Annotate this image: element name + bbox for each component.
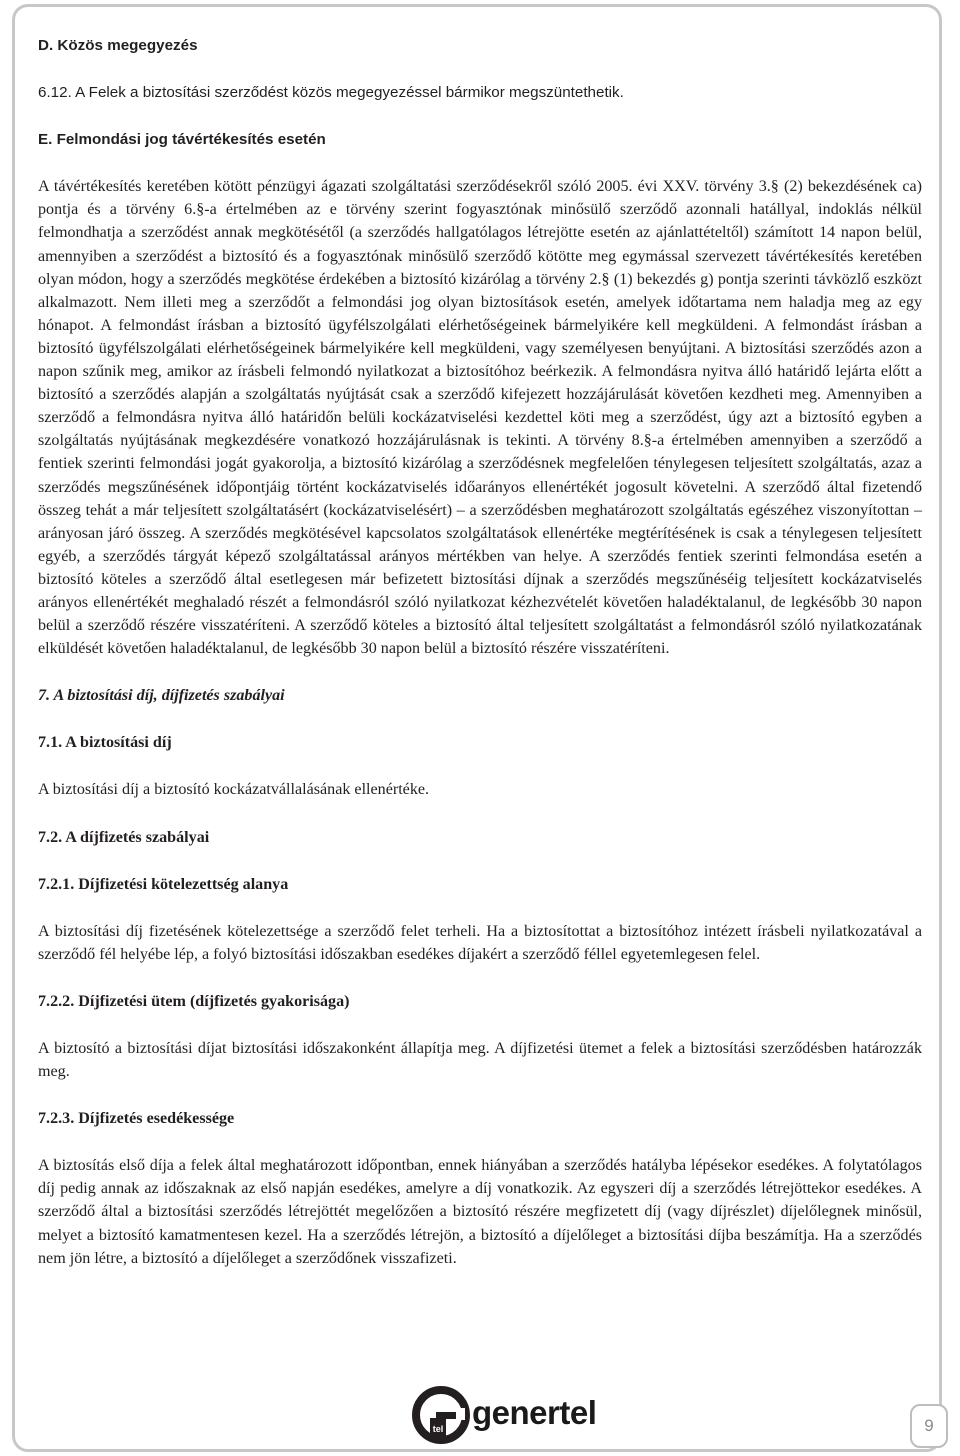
paragraph-6-12: 6.12. A Felek a biztosítási szerződést közös megegyezéssel bármikor megszüntethetik. (38, 84, 624, 102)
section-7-heading: 7. A biztosítási díj, díjfizetés szabályai (38, 687, 285, 705)
heading-7-1: 7.1. A biztosítási díj (38, 734, 172, 752)
heading-7-2: 7.2. A díjfizetés szabályai (38, 828, 210, 846)
heading-7-2-2: 7.2.2. Díjfizetési ütem (díjfizetés gyakorisága) (38, 992, 350, 1010)
generali-g-icon (412, 1386, 470, 1444)
paragraph-7-2-1: A biztosítási díj fizetésének kötelezettsége a szerződő felet terheli. Ha a biztosítottat a biztosítóhoz intézett írásbeli nyilatkozatával a szerződő fél helyébe lép, a folyó biztosítási időszakban esedékes díjakért a szerződő féllel egyetemlegesen felel. (38, 922, 922, 963)
section-d-heading: D. Közös megegyezés (38, 37, 198, 54)
generali-logo (412, 1386, 612, 1446)
page-number: 9 (910, 1404, 948, 1448)
heading-7-2-1: 7.2.1. Díjfizetési kötelezettség alanya (38, 875, 289, 893)
section-e-heading: E. Felmondási jog távértékesítés esetén (38, 131, 326, 149)
heading-7-2-3: 7.2.3. Díjfizetés esedékessége (38, 1110, 235, 1128)
section-e-paragraph: A távértékesítés keretében kötött pénzügyi ágazati szolgáltatási szerződésekről szóló 2005. évi XXV. törvény 3.§ (2) bekezdésének ca) pontja és a törvény 6.§-a értelmében az e törvény szerint fogyasztónak minősülő szerződő azonnali hatállyal, indoklás nélkül felmondhatja a szerződést annak megkötésétől (a szerződés hallgatólagos létrejötte esetén az ajánlattételtől) számított 14 napon belül, amennyiben a szerződést a biztosító és a fogyasztónak minősülő szerződő kötötte meg egymással szervezett távértékesítés keretében olyan módon, hogy a szerződés megkötése érdekében a biztosító kizárólag a törvény 2.§ (1) bekezdés g) pontja szerinti távközlő eszközt alkalmazott. Nem illeti meg a szerződőt a felmondási jog olyan biztosítások esetén, amelyek időtartama nem haladja meg az egy hónapot. A felmondást írásban a biztosító ügyfélszolgálati elérhetőségeinek bármelyikére kell megküldeni. A felmondást írásban a biztosító ügyfélszolgálati elérhetőségeinek bármelyikére kell megküldeni, vagy személyesen benyújtani. A biztosítási szerződés azon a napon szűnik meg, amikor az írásbeli felmondó nyilatkozat a biztosítóhoz beérkezik. A felmondásra nyitva álló határidő lejárta előtt a biztosító a szerződés alapján a szolgáltatás nyújtását csak a szerződő kifejezett hozzájárulását követően kezdheti meg. Amennyiben a szerződő a felmondásra nyitva álló határidőn belüli kockázatviselési kezdettel köti meg a szerződést, úgy azt a biztosító egyben a szolgáltatás nyújtásának megkezdésére vonatkozó hozzájárulásnak is tekinti. A törvény 8.§-a értelmében amennyiben a szerződő a fentiek szerinti felmondási jogát gyakorolja, a biztosító kizárólag a szerződésnek megfelelően ténylegesen teljesített szolgáltatás, azaz a szerződés megszűnésének időpontjáig történt kockázatviselés időarányos ellenértékét jogosult követelni. A szerződő által fizetendő összeg tehát a már teljesített szolgáltatásért (kockázatviselésért) – a szerződésben meghatározott szolgáltatás egészéhez viszonyítottan – arányosan járó összeg. A szerződés megkötésével kapcsolatos szolgáltatások ellenértéke megtérítésének is csak a ténylegesen teljesített egyéb, a szerződés tárgyát képező szolgáltatással arányos mértékben van helye. A szerződés fentiek szerinti felmondása esetén a biztosító köteles a szerződő által esetlegesen már befizetett biztosítási díjnak a szerződés megszűnéséig teljesített kockázatviselés arányos ellenértékét meghaladó részét a felmondásról szóló nyilatkozat kézhezvételét követően haladéktalanul, de legkésőbb 30 napon belül a szerződő részére visszatéríteni. A szerződő köteles a biztosító által teljesített szolgáltatást a felmondásról szóló nyilatkozatának elküldését követően haladéktalanul, de legkésőbb 30 napon belül a biztosító részére visszatéríteni. (38, 178, 922, 658)
paragraph-7-1: A biztosítási díj a biztosító kockázatvállalásának ellenértéke. (38, 781, 430, 799)
document-body (38, 34, 922, 1270)
logo-mark-text: tel (432, 1424, 444, 1434)
paragraph-7-2-3: A biztosítás első díja a felek által meghatározott időpontban, ennek hiányában a szerződés hatályba lépésekor esedékes. A folytatólagos díj pedig annak az időszaknak az első napján esedékes, amelyre a díj vonatkozik. Az egyszeri díj a szerződés létrejöttekor esedékes. A szerződő által a biztosítási szerződés létrejöttét megelőzően a biztosító részére megfizetett díj (vagy díjrészlet) díjelőlegnek minősül, melyet a biztosító kamatmentesen kezel. Ha a szerződés létrejön, a biztosító a díjelőleget a biztosítási díjba beszámítja. Ha a szerződés nem jön létre, a biztosító a díjelőleget a szerződőnek visszafizeti. (38, 1157, 922, 1267)
paragraph-7-2-2: A biztosító a biztosítási díjat biztosítási időszakonként állapítja meg. A díjfizetési ütemet a felek a biztosítási szerződésben határozzák meg. (38, 1040, 922, 1081)
logo-wordmark: genertel (472, 1394, 597, 1431)
